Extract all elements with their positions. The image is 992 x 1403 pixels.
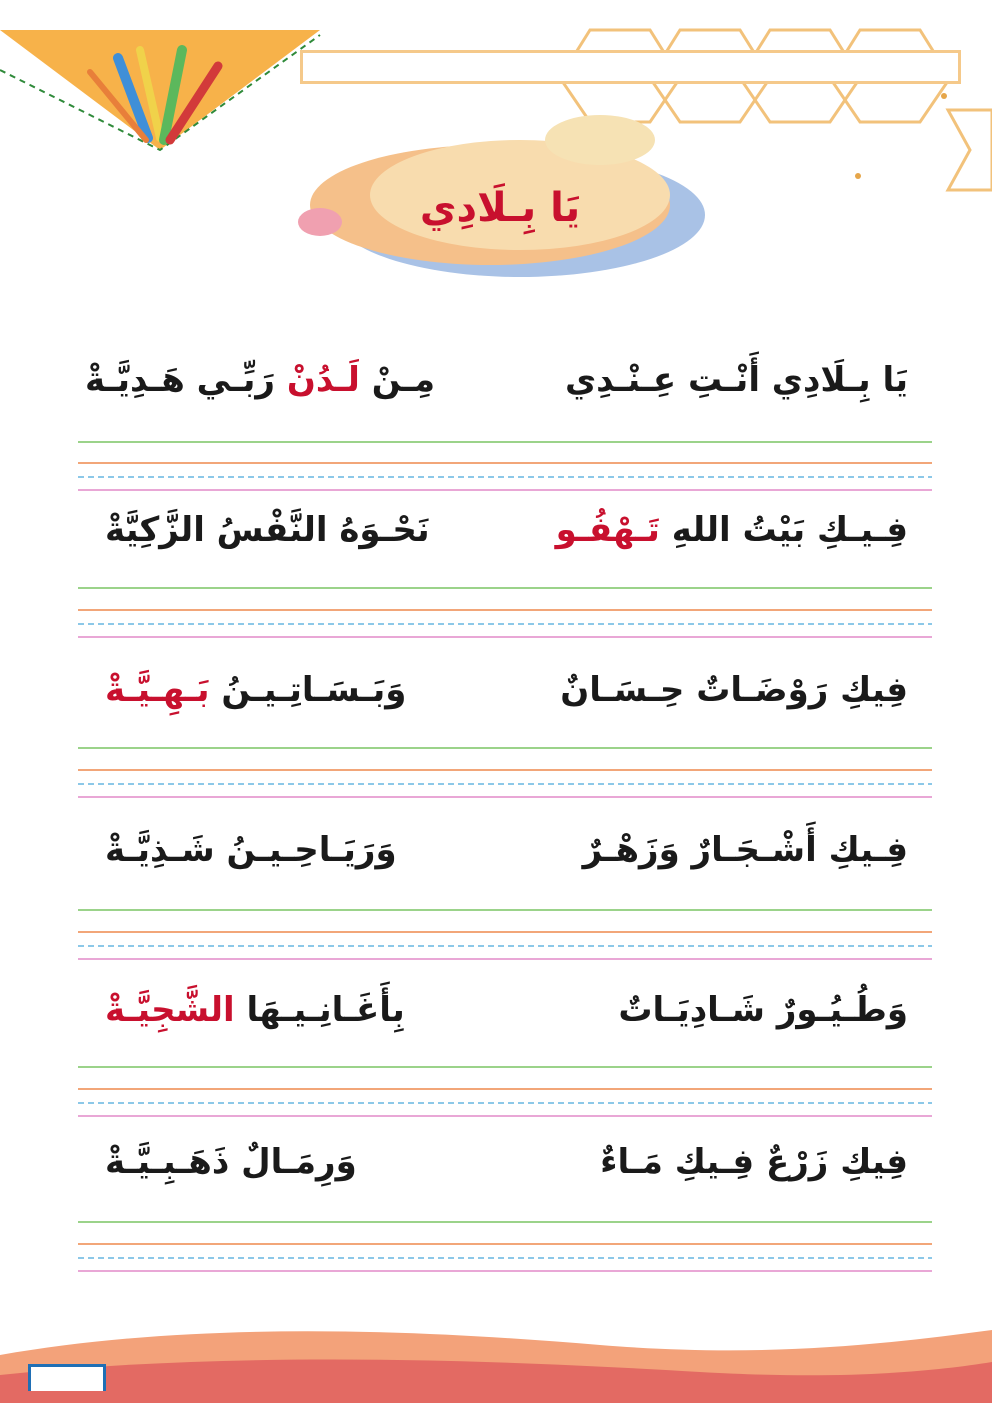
verse-left-4: وَرَيَـاحِـيـنُ شَـذِيَّـةْ	[105, 830, 397, 870]
verse-right-1: يَا بِـلَادِي أَنْـتِ عِـنْـدِي	[564, 360, 908, 400]
highlight-word: بَـهِـيَّـةْ	[105, 670, 210, 710]
verse-left-3: وَبَـسَـاتِـيـنُ بَـهِـيَّـةْ	[105, 670, 407, 710]
verse-left-1: مِـنْ لَـدُنْ رَبِّـي هَـدِيَّـةْ	[84, 360, 435, 400]
highlight-word: الشَّجِيَّـةْ	[105, 990, 235, 1030]
highlight-word: لَـدُنْ	[286, 360, 360, 400]
highlight-word: تَـهْفُـو	[555, 510, 660, 550]
verse-left-6: وَرِمَـالٌ ذَهَـبِـيَّـةْ	[105, 1142, 357, 1182]
verse-right-6: فِيكِ زَرْعٌ فِـيكِ مَـاءٌ	[600, 1142, 908, 1182]
verse-right-5: وَطُـيُـورٌ شَـادِيَـاتٌ	[618, 990, 908, 1030]
verse-left-2: نَحْـوَهُ النَّفْسُ الزَّكِيَّةْ	[105, 510, 430, 550]
verse-right-2: فِـيـكِ بَيْتُ اللهِ تَـهْفُـو	[555, 510, 908, 550]
verse-right-4: فِـيكِ أَشْـجَـارٌ وَزَهْـرٌ	[582, 830, 908, 870]
verse-right-3: فِيكِ رَوْضَـاتٌ حِـسَـانٌ	[560, 670, 908, 710]
page-number	[28, 1364, 106, 1391]
page-title: يَا بِـلَادِي	[419, 185, 581, 231]
verse-left-5: بِأَغَـانِـيـهَا الشَّجِيَّـةْ	[105, 990, 405, 1030]
